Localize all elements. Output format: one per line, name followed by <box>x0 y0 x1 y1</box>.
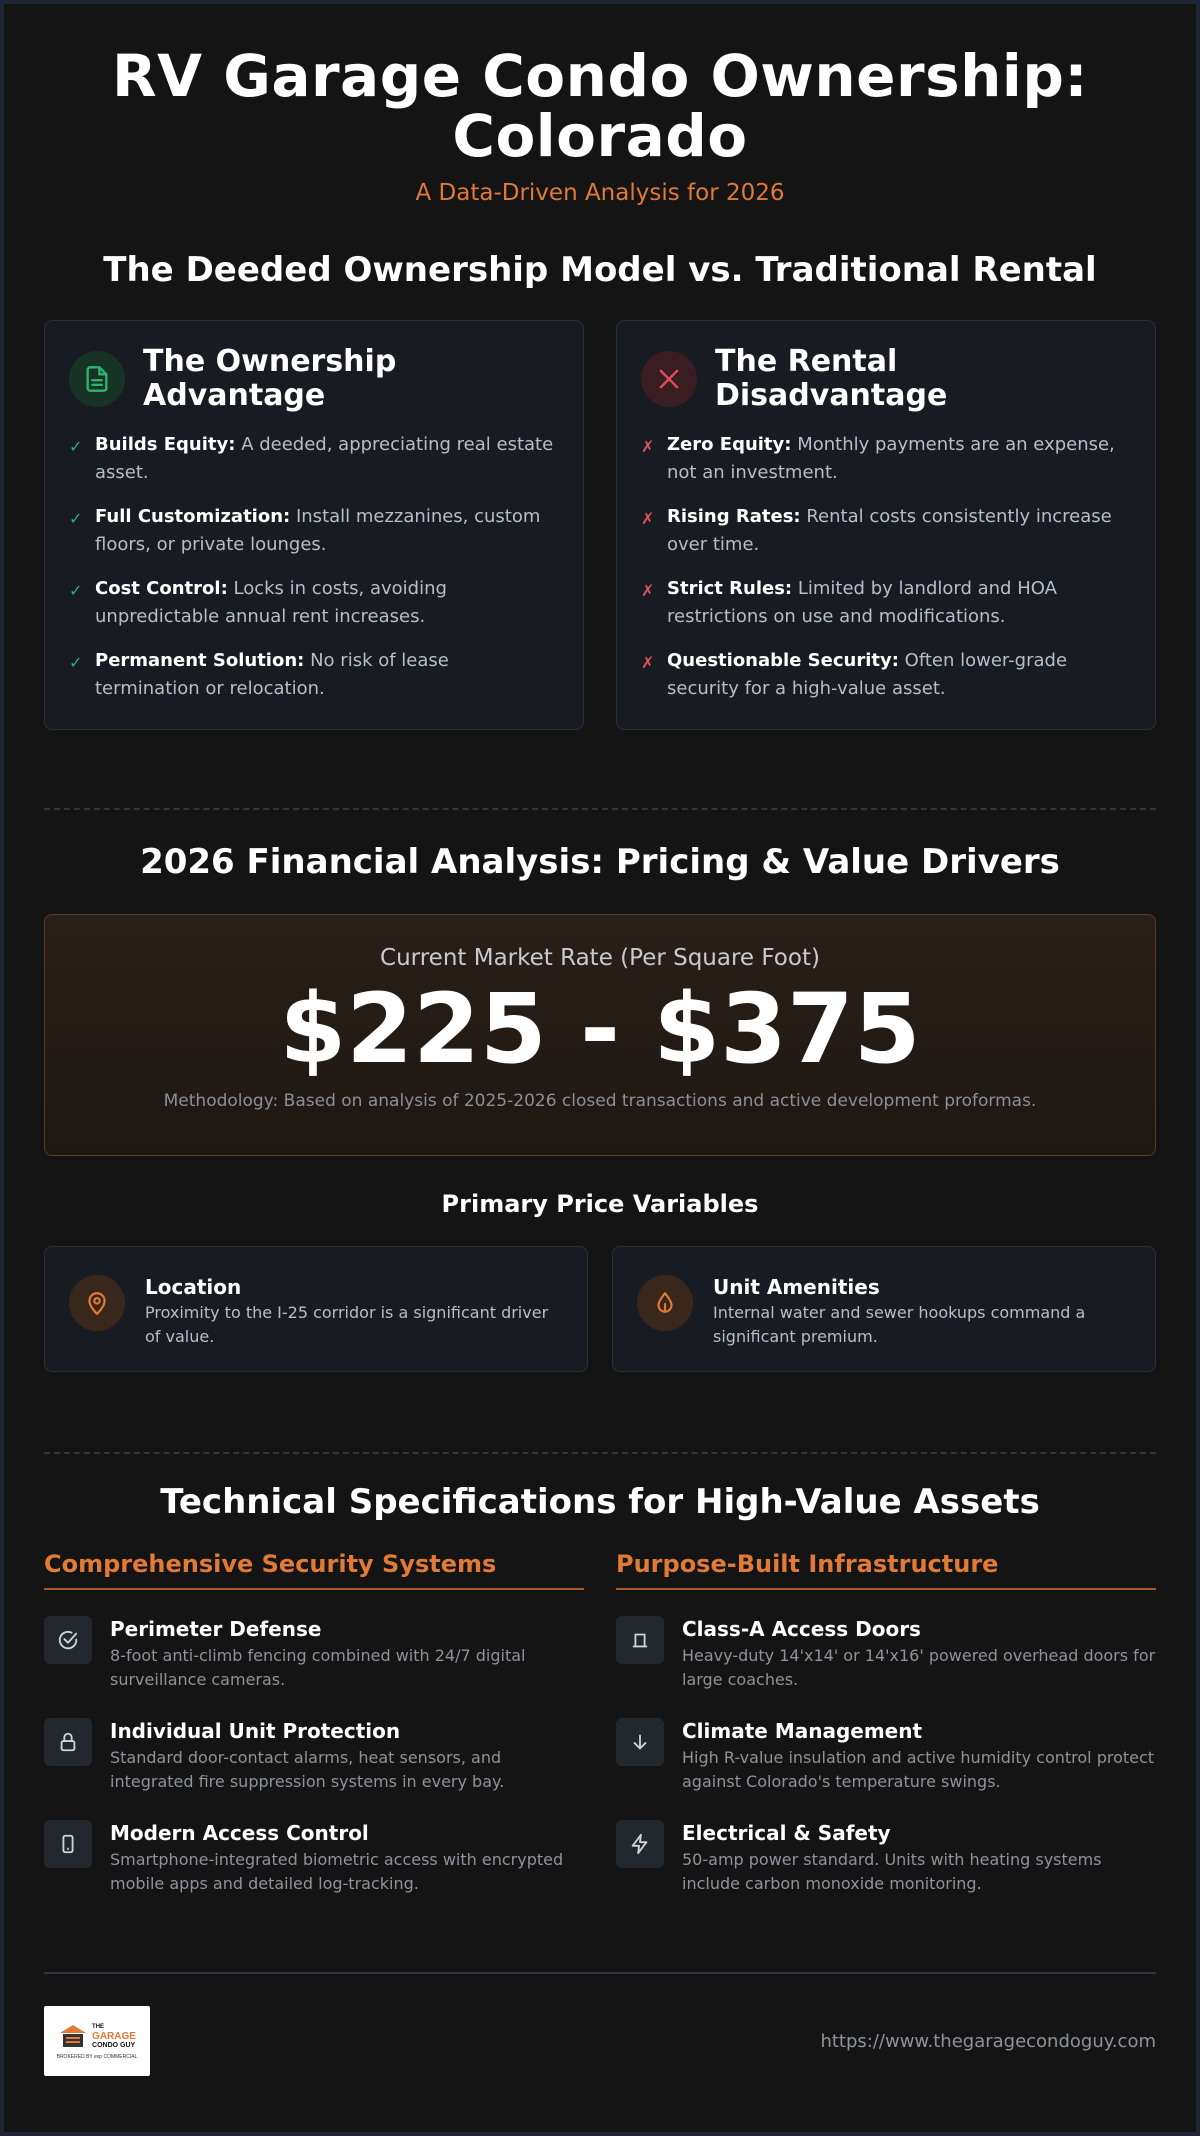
cross-icon: ✗ <box>641 437 655 456</box>
ownership-card <box>44 320 584 730</box>
footer <box>44 2006 1156 2076</box>
page-subtitle: A Data-Driven Analysis for 2026 <box>415 180 785 206</box>
spec-title: Electrical & Safety <box>682 1821 891 1845</box>
spec-item <box>44 1718 584 1794</box>
page-title: RV Garage Condo Ownership: Colorado <box>111 42 1089 170</box>
spec-item <box>616 1820 1156 1896</box>
check-icon: ✓ <box>69 437 83 456</box>
variable-desc: Internal water and sewer hookups command a significant premium. <box>713 1303 1086 1346</box>
list-item: ✓ Cost Control: Locks in costs, avoiding unpredictable annual rent increases. <box>69 575 559 631</box>
spec-title: Modern Access Control <box>110 1821 369 1845</box>
water-drop-icon <box>637 1275 693 1331</box>
list-item: ✗ Strict Rules: Limited by landlord and HOA restrictions on use and modifications. <box>641 575 1131 631</box>
spec-desc: 8-foot anti-climb fencing combined with 24/7 digital surveillance cameras. <box>110 1646 526 1689</box>
variable-card-location <box>44 1246 588 1372</box>
lock-icon <box>44 1718 92 1766</box>
financial-heading: 2026 Financial Analysis: Pricing & Value Drivers <box>140 842 1060 882</box>
ownership-list <box>69 431 559 703</box>
list-item: ✗ Rising Rates: Rental costs consistently increase over time. <box>641 503 1131 559</box>
company-logo[interactable]: THE GARAGE CONDO GUY BROKERED BY exp COMMERCIAL <box>44 2006 150 2076</box>
check-circle-icon <box>44 1616 92 1664</box>
rate-label: Current Market Rate (Per Square Foot) <box>380 945 820 971</box>
spec-title: Individual Unit Protection <box>110 1719 401 1743</box>
garage-logo-icon <box>58 2023 88 2049</box>
garage-door-icon <box>616 1616 664 1664</box>
spec-desc: 50-amp power standard. Units with heating systems include carbon monoxide monitoring. <box>682 1850 1102 1893</box>
market-rate-panel <box>44 914 1156 1156</box>
price-variables <box>44 1246 1156 1372</box>
section-divider <box>44 808 1156 810</box>
security-heading: Comprehensive Security Systems <box>44 1550 584 1590</box>
variables-heading: Primary Price Variables <box>441 1190 759 1218</box>
spec-title: Class-A Access Doors <box>682 1617 921 1641</box>
infrastructure-heading: Purpose-Built Infrastructure <box>616 1550 1156 1590</box>
spec-item <box>616 1718 1156 1794</box>
spec-item <box>44 1820 584 1896</box>
cross-icon: ✗ <box>641 509 655 528</box>
spec-item <box>44 1616 584 1692</box>
section-divider <box>44 1452 1156 1454</box>
footer-divider <box>44 1972 1156 1974</box>
website-link[interactable]: https://www.thegaragecondoguy.com <box>820 2030 1156 2052</box>
variable-card-amenities <box>612 1246 1156 1372</box>
comparison-heading: The Deeded Ownership Model vs. Traditional Rental <box>103 250 1097 290</box>
spec-desc: Standard door-contact alarms, heat sensors, and integrated fire suppression systems in every bay. <box>110 1748 505 1791</box>
spec-title: Climate Management <box>682 1719 923 1743</box>
lightning-icon <box>616 1820 664 1868</box>
spec-desc: Smartphone-integrated biometric access with encrypted mobile apps and detailed log-tracking. <box>110 1850 564 1893</box>
check-icon: ✓ <box>69 581 83 600</box>
security-column <box>44 1550 584 1896</box>
list-item: ✗ Questionable Security: Often lower-grade security for a high-value asset. <box>641 647 1131 703</box>
arrow-down-icon <box>616 1718 664 1766</box>
list-item: ✓ Permanent Solution: No risk of lease termination or relocation. <box>69 647 559 703</box>
ownership-title: The Ownership Advantage <box>143 344 397 413</box>
cross-icon: ✗ <box>641 581 655 600</box>
check-icon: ✓ <box>69 653 83 672</box>
document-icon <box>69 351 125 407</box>
map-pin-icon <box>69 1275 125 1331</box>
spec-desc: Heavy-duty 14'x14' or 14'x16' powered overhead doors for large coaches. <box>682 1646 1156 1689</box>
infographic-page <box>4 4 1196 2132</box>
variable-title: Location <box>145 1275 242 1299</box>
cross-icon: ✗ <box>641 653 655 672</box>
rental-title: The Rental Disadvantage <box>715 344 948 413</box>
variable-desc: Proximity to the I-25 corridor is a significant driver of value. <box>145 1303 549 1346</box>
specs-heading: Technical Specifications for High-Value Assets <box>160 1482 1040 1522</box>
methodology-note: Methodology: Based on analysis of 2025-2026 closed transactions and active development proformas. <box>163 1091 1037 1111</box>
variable-title: Unit Amenities <box>713 1275 880 1299</box>
check-icon: ✓ <box>69 509 83 528</box>
spec-item <box>616 1616 1156 1692</box>
rental-list <box>641 431 1131 703</box>
spec-title: Perimeter Defense <box>110 1617 322 1641</box>
list-item: ✗ Zero Equity: Monthly payments are an expense, not an investment. <box>641 431 1131 487</box>
infrastructure-column <box>616 1550 1156 1896</box>
smartphone-icon <box>44 1820 92 1868</box>
comparison-cards <box>44 320 1156 730</box>
x-icon <box>641 351 697 407</box>
rate-value: $225 - $375 <box>279 973 921 1085</box>
list-item: ✓ Builds Equity: A deeded, appreciating real estate asset. <box>69 431 559 487</box>
rental-card <box>616 320 1156 730</box>
specs-columns <box>44 1550 1156 1896</box>
list-item: ✓ Full Customization: Install mezzanines, custom floors, or private lounges. <box>69 503 559 559</box>
spec-desc: High R-value insulation and active humidity control protect against Colorado's temperature swings. <box>682 1748 1155 1791</box>
